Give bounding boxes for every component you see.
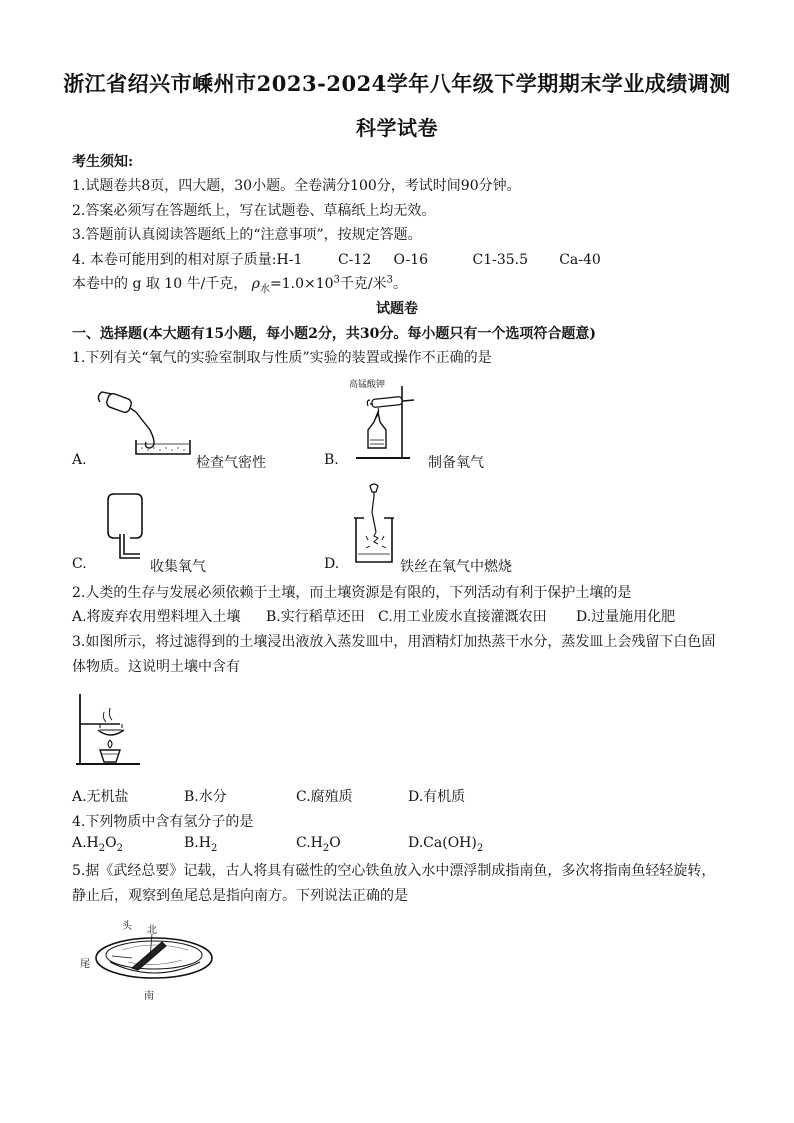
q3-option-c: C.腐殖质 <box>296 789 353 805</box>
notice-item-2: 2.答案必须写在答题纸上，写在试题卷、草稿纸上均无效。 <box>72 203 436 219</box>
q2-stem: 2.人类的生存与发展必须依赖于土壤，而土壤资源是有限的，下列活动有利于保护土壤的是 <box>72 585 632 601</box>
rho-subscript: 水 <box>259 283 270 295</box>
q1-option-c-letter: C. <box>72 556 87 572</box>
rho-unit: 千克/米 <box>339 276 387 292</box>
q4-option-a <box>72 835 123 854</box>
q5-label-tail: 尾 <box>80 959 90 970</box>
section-label: 试题卷 <box>376 301 418 317</box>
q5-stem-line1: 5.据《武经总要》记载，古人将具有磁性的空心铁鱼放入水中漂浮制成指南鱼，多次将指南鱼轻轻旋转， <box>72 863 716 879</box>
exam-title: 浙江省绍兴市嵊州市2023-2024学年八年级下学期期末学业成绩调测 <box>63 71 731 96</box>
q1-option-b-letter: B. <box>324 452 339 468</box>
q4-stem: 4.下列物质中含有氢分子的是 <box>72 814 254 830</box>
notice-item-3: 3.答题前认真阅读答题纸上的“注意事项”，按规定答题。 <box>72 227 422 243</box>
q3-option-a: A.无机盐 <box>72 789 129 805</box>
q1-stem: 1.下列有关“氧气的实验室制取与性质”实验的装置或操作不正确的是 <box>72 350 492 366</box>
q1-option-a-caption: 检查气密性 <box>196 455 266 471</box>
q1-option-d-letter: D. <box>324 556 340 572</box>
q1-figure-b <box>352 382 422 462</box>
q1-option-c-caption: 收集氧气 <box>150 559 206 575</box>
notice-g-line <box>72 273 407 295</box>
q1-option-a-letter: A. <box>72 452 87 468</box>
rho-end: 。 <box>393 276 407 292</box>
q4-a-sub: 2 <box>98 842 106 854</box>
q1-option-b-caption: 制备氧气 <box>428 455 484 471</box>
q4-a-mid: O <box>105 835 117 851</box>
q2-option-b: B.实行稻草还田 <box>266 609 365 625</box>
q4-c-sub: 2 <box>322 842 330 854</box>
rho-symbol: ρ <box>251 276 260 292</box>
q5-label-south: 南 <box>144 991 154 1002</box>
q4-d-sub: 2 <box>476 842 484 854</box>
q2-option-c: C.用工业废水直接灌溉农田 <box>378 609 547 625</box>
q4-option-c <box>296 835 341 854</box>
q4-b-sub: 2 <box>210 842 218 854</box>
q4-option-d <box>408 835 483 854</box>
q4-c-mid: O <box>329 835 341 851</box>
q3-option-d: D.有机质 <box>408 789 466 805</box>
q4-option-b <box>184 835 217 854</box>
q4-d-pre: D.Ca(OH) <box>408 835 477 851</box>
q5-label-head: 头 <box>122 921 132 932</box>
q4-c-pre: C.H <box>296 835 323 851</box>
q1-label-kmno4: 高锰酸钾 <box>349 380 386 390</box>
q1-option-d-caption: 铁丝在氧气中燃烧 <box>400 559 512 575</box>
q4-b-pre: B.H <box>184 835 211 851</box>
q3-stem-line2: 体物质。这说明土壤中含有 <box>72 659 240 675</box>
q5-stem-line2: 静止后，观察到鱼尾总是指向南方。下列说法正确的是 <box>72 888 408 904</box>
rho-unit-exponent: 3 <box>386 274 393 286</box>
part1-heading: 一、选择题(本大题有15小题，每小题2分，共30分。每小题只有一个选项符合题意) <box>72 326 596 342</box>
notice-item-4: 4. 本卷可能用到的相对原子质量:H-1 C-12 O-16 C1-35.5 Ca-40 <box>72 252 601 268</box>
q1-figure-c <box>100 488 150 568</box>
q4-a-pre: A.H <box>72 835 99 851</box>
rho-exponent: 3 <box>333 274 340 286</box>
q2-option-a: A.将废弃农用塑料埋入土壤 <box>72 609 241 625</box>
q3-stem-line1: 3.如图所示，将过滤得到的土壤浸出液放入蒸发皿中，用酒精灯加热蒸干水分，蒸发皿上会残留下白色固 <box>72 634 716 650</box>
notice-item-1: 1.试题卷共8页，四大题，30小题。全卷满分100分，考试时间90分钟。 <box>72 178 521 194</box>
q4-a-sub2: 2 <box>116 842 124 854</box>
exam-subtitle: 科学试卷 <box>356 116 438 140</box>
q5-figure-compass-fish <box>92 928 222 988</box>
q1-figure-d <box>352 482 396 568</box>
q2-option-d: D.过量施用化肥 <box>576 609 676 625</box>
rho-value: =1.0×10 <box>269 276 334 292</box>
q3-option-b: B.水分 <box>184 789 227 805</box>
notice-heading: 考生须知: <box>72 154 134 170</box>
q3-figure-evaporation <box>74 690 144 768</box>
q1-figure-a <box>92 382 202 462</box>
g-line-text: 本卷中的 g 取 10 牛/千克， <box>72 276 248 292</box>
q5-label-north: 北 <box>147 925 157 936</box>
